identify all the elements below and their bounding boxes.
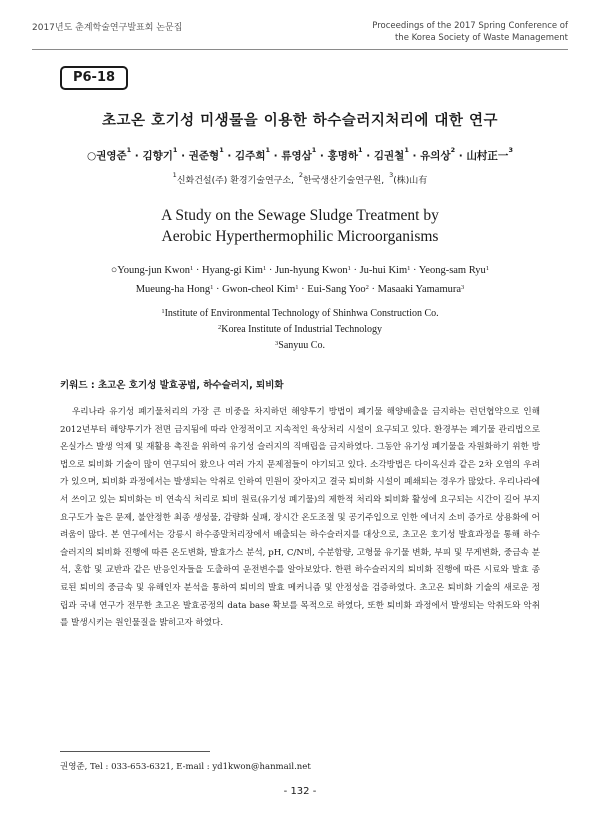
affiliation	[298, 171, 385, 186]
english-authors	[30, 261, 570, 299]
author-separator: ·	[223, 150, 236, 162]
author-separator: ·	[368, 284, 378, 295]
superscript-marker: 1	[172, 171, 177, 179]
affiliation-name: Sanyuu Co.	[278, 340, 325, 351]
author-separator: ·	[350, 265, 360, 276]
superscript-marker: 1	[172, 146, 178, 154]
author-name: Gwon-cheol Kim	[222, 284, 296, 295]
author-separator: ·	[177, 150, 189, 162]
author-separator: ·	[266, 265, 275, 276]
author-separator: ·	[362, 150, 374, 162]
header-en-line2: the Korea Society of Waste Management	[394, 33, 568, 43]
superscript-marker: 1	[265, 146, 270, 154]
abstract-body: 우리나라 유기성 폐기물처리의 가장 큰 비중을 차지하던 해양투기 방법이 폐기물 해양배출을 금지하는 런던협약으로 인해 2012년부터 해양투기가 전면 금지됨에 따라 안정적이고 지속적인 육상처리 시설이 요구되고 있다. 환경부는 폐기물 관리법으로 온실가스 발생 억제 및 재활용 촉진을 위하여 유기성 슬러지의 직매립을 금지하였다. 그동안 유기성 폐기물을 자원화하기 위한 방법으로 퇴비화 기술이 많이 연구되어 왔으나 여러 가지 문제점들이 야기되고 있다. 소각방법은 다이옥신과 같은 2차 오염의 우려가 있으며, 퇴비화 과정에서는 발생되는 악취로 인하여 민원이 잦아지고 결국 퇴비화 시설이 폐쇄되는 경우가 많았다. 우리나라에서 쓰이고 있는 퇴비화는 비 연속식 처리로 퇴비 원료(유기성 폐기물)의 제한적 처리와 퇴비화 활성에 요구되는 시간이 길어 부지 요구도가 높은 문제, 불안정한 최종 생성물, 감량화 실패, 장시간 온도조절 및 공기주입으로 인한 에너지 소비 증가로 상용화에 어려움이 많다. 본 연구에서는 강릉시 하수종말처리장에서 배출되는 하수슬러지를 대상으로, 초고온 호기성 발효과정을 통해 하수슬러지의 퇴비화 진행에 따른 온도변화, 발효가스 분석, pH, C/N비, 수분함량, 고형물 유기물 변화, 부피 및 무게변화, 중금속 분석, 혼합 및 교반과 같은 반응인자들을 도출하여 운전변수를 알아보았다. 한편 하수슬러지의 퇴비화 진행에 따른 시료와 발효 종료된 퇴비의 중금속 및 유해인자 분석을 통하여 퇴비의 발효 메커니즘 및 안정성을 검증하였다. 초고온 퇴비화 기술의 새로운 정립과 국내 연구가 전무한 초고온 발효공정의 data base 확보를 목적으로 하였다, 또한 퇴비화 과정에서 발생되는 악취도와 악취를 발생시키는 원인물질을 밝히고자 하였다.	[60, 407, 540, 629]
english-title-line1: A Study on the Sewage Sludge Treatment by	[161, 207, 439, 224]
author-name: 권영준	[96, 150, 127, 162]
author-separator: ·	[455, 150, 467, 162]
author-separator: ·	[270, 150, 282, 162]
superscript-marker: 1	[262, 265, 267, 272]
superscript-marker: 3	[389, 171, 394, 179]
author-name: Eui-Sang Yoo	[307, 284, 366, 295]
english-affiliations	[40, 306, 560, 354]
superscript-marker: 1	[485, 265, 490, 272]
korean-affiliations	[40, 173, 560, 186]
affiliation	[172, 171, 294, 186]
author-separator: ·	[131, 150, 143, 162]
keywords: 키워드 : 초고온 호기성 발효공법, 하수슬러지, 퇴비화	[60, 380, 284, 391]
korean-title: 초고온 호기성 미생물을 이용한 하수슬러지처리에 대한 연구	[102, 113, 498, 129]
author-name: 류영삼	[281, 150, 312, 162]
author-name: 김권철	[373, 150, 405, 162]
author-name: Mueung-ha Hong	[135, 284, 211, 295]
superscript-marker: 3	[461, 284, 465, 291]
superscript-marker: 2	[298, 171, 304, 179]
author-name: Hyang-gi Kim	[202, 265, 263, 276]
header-conference-ko: 2017년도 춘계학술연구발표회 논문집	[32, 23, 183, 33]
english-title-line2: Aerobic Hyperthermophilic Microorganisms	[161, 228, 439, 245]
author-name: 김향기	[142, 150, 173, 162]
superscript-marker: 1	[210, 284, 214, 291]
author-separator: ·	[316, 150, 328, 162]
author-separator: ·	[410, 265, 419, 276]
author-name: 유의상	[420, 150, 451, 162]
superscript-marker: 1	[295, 284, 299, 291]
author-separator: ·	[213, 284, 223, 295]
affiliation-name: 신화건설(주) 환경기술연구소,	[176, 176, 294, 186]
superscript-marker: 1	[347, 265, 351, 272]
affiliation-name: (株)山有	[393, 176, 428, 186]
affiliation	[40, 338, 560, 354]
header-en-line1: Proceedings of the 2017 Spring Conference of	[372, 21, 568, 31]
author-name: Yeong-sam Ryu	[418, 265, 486, 276]
presenter-marker: ○	[110, 265, 118, 276]
english-title	[40, 205, 560, 247]
superscript-marker: 1	[190, 265, 194, 272]
superscript-marker: 1	[358, 146, 363, 154]
affiliation-name: Korea Institute of Industrial Technology	[221, 324, 382, 335]
session-code-badge: P6-18	[60, 66, 128, 90]
footnote-divider	[60, 751, 210, 752]
superscript-marker: 1	[311, 146, 317, 154]
author-separator: ·	[193, 265, 203, 276]
korean-authors	[40, 148, 560, 163]
corresponding-author-footnote: 권영준, Tel : 033-653-6321, E-mail : yd1kwon@hanmail.net	[60, 762, 311, 772]
header-divider	[32, 49, 568, 50]
affiliation	[40, 306, 560, 322]
superscript-marker: 2	[365, 284, 369, 291]
affiliation-name: Institute of Environmental Technology of Shinhwa Construction Co.	[164, 308, 439, 319]
superscript-marker: 3	[275, 340, 279, 347]
superscript-marker: 2	[450, 146, 456, 154]
author-name: Jun-hyung Kwon	[274, 265, 348, 276]
presenter-marker: ○	[87, 150, 97, 162]
header-conference-en	[308, 20, 568, 44]
affiliation-name: 한국생산기술연구원,	[303, 176, 385, 186]
author-name: 김주희	[235, 150, 266, 162]
author-name: 山村正一	[466, 150, 509, 162]
affiliation	[40, 322, 560, 338]
superscript-marker: 3	[508, 146, 513, 154]
page-number: - 132 -	[283, 786, 317, 797]
affiliation	[389, 171, 428, 186]
author-name: Young-jun Kwon	[117, 265, 191, 276]
superscript-marker: 2	[218, 324, 222, 331]
superscript-marker: 1	[404, 146, 409, 154]
author-name: Ju-hui Kim	[359, 265, 408, 276]
superscript-marker: 1	[161, 308, 165, 315]
author-name: 권준형	[188, 150, 220, 162]
superscript-marker: 1	[407, 265, 411, 272]
english-authors-line1	[30, 261, 570, 280]
author-separator: ·	[298, 284, 308, 295]
author-separator: ·	[408, 150, 421, 162]
author-name: Masaaki Yamamura	[377, 284, 462, 295]
superscript-marker: 1	[219, 146, 224, 154]
superscript-marker: 1	[126, 146, 132, 154]
english-authors-line2	[30, 280, 570, 299]
author-name: 홍명하	[327, 150, 359, 162]
